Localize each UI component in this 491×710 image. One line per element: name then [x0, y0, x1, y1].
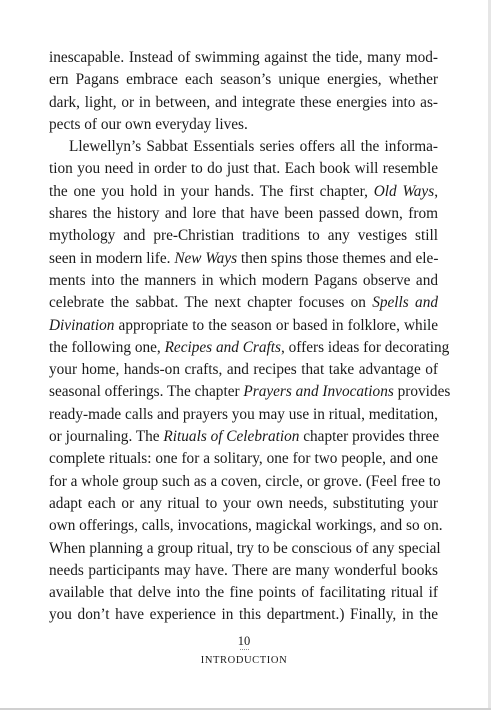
text-line: [49, 225, 438, 247]
text-segment: chapter provides three: [299, 428, 440, 446]
text-segment: ,: [434, 182, 439, 200]
body-text: [49, 47, 451, 627]
italic-title: Old Ways: [373, 182, 435, 200]
text-line: [49, 337, 450, 359]
text-segment: you don’t have experience in this department.) Finally, in the: [49, 606, 438, 624]
text-segment: adapt each or any ritual to your own needs, substituting your: [49, 494, 438, 512]
text-segment: ready-made calls and prayers you may use in ritual, meditation,: [49, 405, 438, 423]
text-segment: dark, light, or in between, and integrate these energies into as-: [49, 93, 438, 111]
text-segment: inescapable. Instead of swimming against the tide, many mod-: [49, 49, 438, 66]
text-line: [49, 136, 438, 158]
text-line: [49, 471, 441, 493]
folio-ornament: [0, 649, 488, 650]
running-footer: INTRODUCTION: [200, 655, 288, 666]
text-line: [49, 158, 438, 180]
text-segment: ments into the manners in which modern Pagans observe and: [49, 271, 438, 289]
text-line: [49, 515, 443, 537]
text-segment: complete rituals: one for a solitary, one for two people, and one: [49, 450, 438, 468]
text-segment: the following one,: [49, 338, 165, 356]
page-number: 10: [237, 634, 251, 648]
text-line: [49, 181, 438, 203]
text-segment: your home, hands-on crafts, and recipes that take advantage of: [49, 361, 438, 379]
text-segment: shares the history and lore that have been passed down, from: [49, 205, 438, 223]
text-line: [49, 538, 441, 560]
text-line: [49, 560, 438, 582]
text-segment: seen in modern life.: [49, 249, 175, 267]
text-line: [49, 404, 438, 426]
text-line: [49, 426, 438, 448]
text-segment: tion you need in order to do just that. Each book will resemble: [49, 160, 438, 178]
italic-title: New Ways: [174, 249, 238, 267]
text-line: [49, 315, 438, 337]
text-segment: celebrate the sabbat. The next chapter focuses on: [49, 294, 373, 312]
italic-title: Prayers and Invocations: [243, 383, 394, 401]
text-line: [49, 203, 438, 225]
text-segment: available that delve into the fine points of facilitating ritual if: [49, 584, 438, 602]
text-line: [49, 381, 451, 403]
text-segment: needs participants may have. There are many wonderful books: [49, 561, 438, 579]
text-segment: appropriate to the season or based in folklore, while: [114, 316, 438, 334]
text-line: [49, 248, 438, 270]
text-line: [49, 47, 438, 69]
italic-title: Recipes and Crafts: [164, 338, 281, 356]
italic-title: Spells and: [372, 294, 439, 312]
text-line: [49, 114, 438, 136]
text-segment: for a whole group such as a coven, circle, or grove. (Feel free to: [49, 472, 441, 490]
text-line: [49, 292, 438, 314]
text-line: [49, 69, 438, 91]
italic-title: Rituals of Celebration: [163, 428, 300, 446]
text-line: [49, 92, 438, 114]
text-segment: mythology and pre-Christian traditions to any vestiges still: [49, 227, 438, 245]
text-segment: pects of our own everyday lives.: [49, 115, 248, 133]
text-segment: the one you hold in your hands. The first chapter,: [49, 182, 374, 200]
text-line: [49, 582, 438, 604]
text-segment: Llewellyn’s Sabbat Essentials series offers all the informa-: [69, 138, 438, 156]
text-segment: or journaling. The: [49, 428, 164, 446]
text-segment: , offers ideas for decorating: [280, 338, 450, 356]
text-segment: own offerings, calls, invocations, magickal workings, and so on.: [49, 517, 443, 535]
text-segment: seasonal offerings. The chapter: [49, 383, 244, 401]
text-line: [49, 493, 438, 515]
text-line: [49, 270, 438, 292]
text-segment: When planning a group ritual, try to be conscious of any special: [49, 539, 441, 557]
text-segment: provides: [393, 383, 451, 401]
text-line: [49, 448, 438, 470]
text-segment: then spins those themes and ele-: [237, 249, 439, 267]
italic-title: Divination: [49, 316, 115, 334]
text-line: [49, 604, 438, 626]
text-segment: ern Pagans embrace each season’s unique energies, whether: [49, 71, 438, 89]
text-line: [49, 359, 438, 381]
